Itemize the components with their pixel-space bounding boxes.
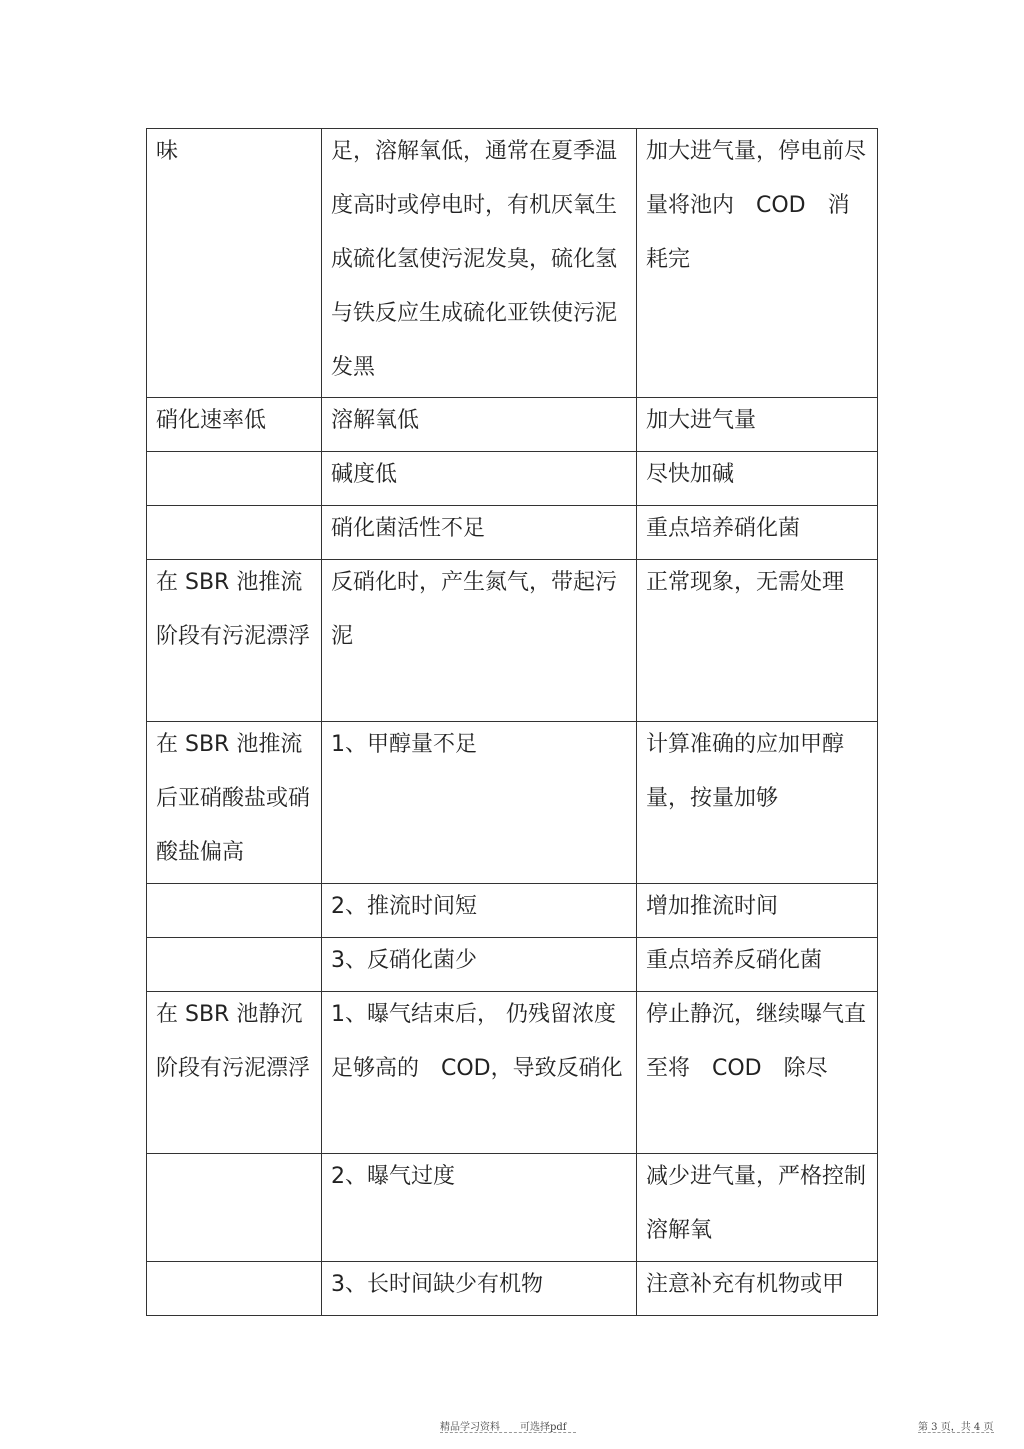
table-row xyxy=(147,722,878,884)
table-row xyxy=(147,884,878,938)
solution-cell: 加大进气量 xyxy=(637,398,878,452)
cause-cell: 2、推流时间短 xyxy=(322,884,637,938)
solution-cell: 停止静沉，继续曝气直至将 COD 除尽 xyxy=(637,992,878,1154)
page-number xyxy=(918,1418,993,1433)
problem-cell xyxy=(147,452,322,506)
footer-divider xyxy=(440,1432,576,1433)
table-row xyxy=(147,506,878,560)
troubleshooting-table xyxy=(146,128,878,1316)
page-number-text: 第 3 页，共 4 页 xyxy=(918,1422,994,1433)
problem-cell: 味 xyxy=(147,129,322,398)
table-row xyxy=(147,1154,878,1262)
solution-cell: 减少进气量，严格控制溶解氧 xyxy=(637,1154,878,1262)
cause-cell: 3、长时间缺少有机物 xyxy=(322,1262,637,1316)
footer-left-text: 精品学习资料 可选择pdf xyxy=(440,1422,567,1433)
cause-cell: 2、曝气过度 xyxy=(322,1154,637,1262)
solution-cell: 增加推流时间 xyxy=(637,884,878,938)
footer-divider xyxy=(918,1432,994,1433)
cause-cell: 足，溶解氧低，通常在夏季温度高时或停电时，有机厌氧生成硫化氢使污泥发臭，硫化氢与铁反应生成硫化亚铁使污泥发黑 xyxy=(322,129,637,398)
cause-cell: 1、曝气结束后， 仍残留浓度足够高的 COD，导致反硝化 xyxy=(322,992,637,1154)
solution-cell: 计算准确的应加甲醇量，按量加够 xyxy=(637,722,878,884)
footer-note xyxy=(440,1418,567,1433)
cause-cell: 反硝化时，产生氮气，带起污泥 xyxy=(322,560,637,722)
table-row xyxy=(147,129,878,398)
cause-cell: 1、甲醇量不足 xyxy=(322,722,637,884)
cause-cell: 硝化菌活性不足 xyxy=(322,506,637,560)
solution-cell: 重点培养反硝化菌 xyxy=(637,938,878,992)
solution-cell: 加大进气量，停电前尽量将池内 COD 消耗完 xyxy=(637,129,878,398)
problem-cell: 在 SBR 池静沉阶段有污泥漂浮 xyxy=(147,992,322,1154)
solution-cell: 重点培养硝化菌 xyxy=(637,506,878,560)
solution-cell: 注意补充有机物或甲 xyxy=(637,1262,878,1316)
table-row xyxy=(147,398,878,452)
table-row xyxy=(147,938,878,992)
problem-cell: 在 SBR 池推流阶段有污泥漂浮 xyxy=(147,560,322,722)
problem-cell: 在 SBR 池推流后亚硝酸盐或硝酸盐偏高 xyxy=(147,722,322,884)
cause-cell: 碱度低 xyxy=(322,452,637,506)
table-row xyxy=(147,1262,878,1316)
problem-cell xyxy=(147,938,322,992)
cause-cell: 3、反硝化菌少 xyxy=(322,938,637,992)
table-row xyxy=(147,992,878,1154)
problem-cell xyxy=(147,506,322,560)
solution-cell: 尽快加碱 xyxy=(637,452,878,506)
solution-cell: 正常现象，无需处理 xyxy=(637,560,878,722)
table-row xyxy=(147,560,878,722)
cause-cell: 溶解氧低 xyxy=(322,398,637,452)
problem-cell: 硝化速率低 xyxy=(147,398,322,452)
problem-cell xyxy=(147,1262,322,1316)
problem-cell xyxy=(147,884,322,938)
problem-cell xyxy=(147,1154,322,1262)
table-row xyxy=(147,452,878,506)
